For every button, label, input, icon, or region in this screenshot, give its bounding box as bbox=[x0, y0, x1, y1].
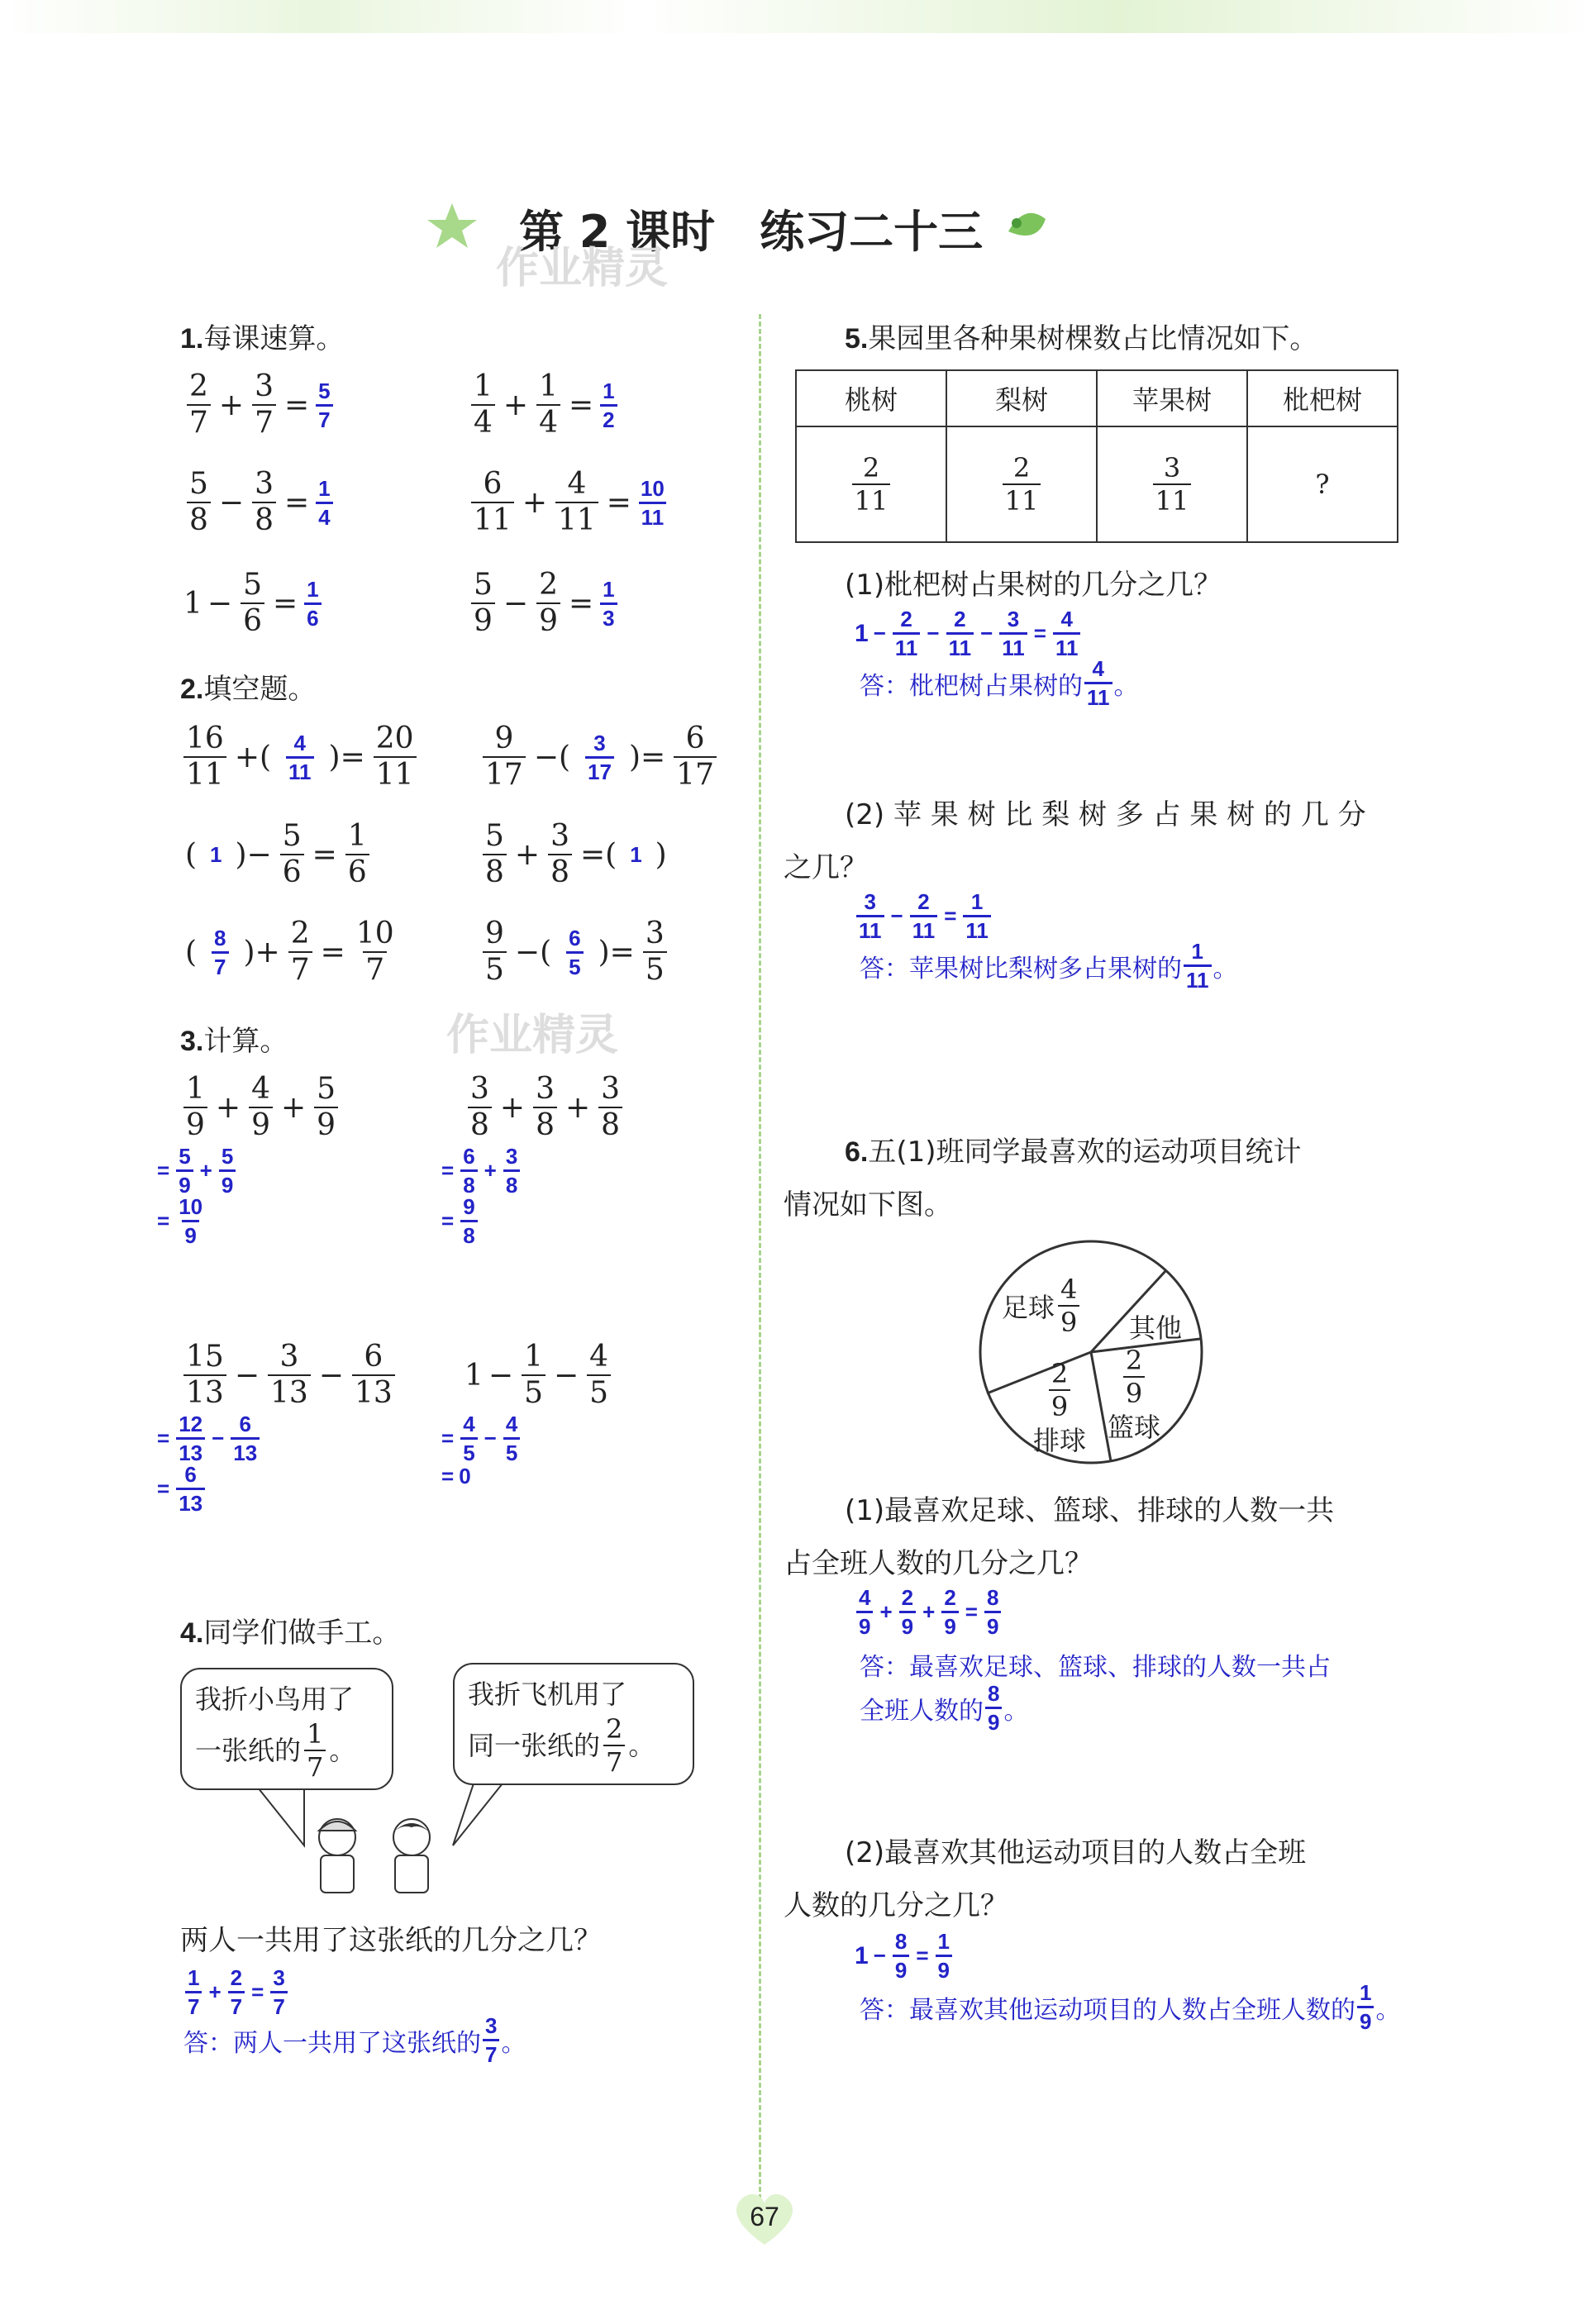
q5-heading: 5.果园里各种果树棵数占比情况如下。 bbox=[845, 322, 1318, 355]
q2-row2-right: $\frac{5}{8}$ + $\frac{3}{8}$ =( 1 ) bbox=[479, 821, 672, 888]
children-illustration bbox=[296, 1812, 461, 1903]
q2-row1-right: $\frac{9}{17}$ −( $\frac{3}{17}$ )= $\frac{6}{17}$ bbox=[479, 724, 720, 790]
q1-heading: 1.每课速算。 bbox=[180, 322, 345, 355]
orchard-table bbox=[795, 369, 1398, 543]
q6-sub2-question: (2)最喜欢其他运动项目的人数占全班 bbox=[845, 1836, 1307, 1869]
q5-sub1-answer: 答：枇杷树占果树的 $\frac{4}{11}$ 。 bbox=[860, 656, 1139, 710]
speech-bubble-bird: 我折小鸟用了 一张纸的 $\frac{1}{7}$ 。 bbox=[180, 1668, 393, 1790]
q1-item-1: $\frac{2}{7}$ + $\frac{3}{7}$ = $\frac{5}{7}$ bbox=[183, 372, 335, 438]
speech-bubble-plane: 我折飞机用了 同一张纸的 $\frac{2}{7}$ 。 bbox=[453, 1663, 694, 1785]
q6-sub1-work: $\frac{4}{9}$ + $\frac{2}{9}$ + $\frac{2}{9}$ = $\frac{8}{9}$ bbox=[855, 1587, 1003, 1637]
q3-calc-2: $\frac{3}{8}$ + $\frac{3}{8}$ + $\frac{3}{8}$ = $\frac{6}{8}$ + $\frac{3}{8}$ = $\frac{9}{8}$ bbox=[465, 1074, 626, 1246]
speech-bubbles bbox=[180, 1660, 709, 1907]
q6-sub1-question: (1)最喜欢足球、篮球、排球的人数一共 bbox=[845, 1494, 1335, 1527]
table-header: 苹果树 bbox=[1097, 370, 1247, 426]
q6-heading-cont: 情况如下图。 bbox=[784, 1188, 952, 1222]
q6-sub2-answer: 答：最喜欢其他运动项目的人数占全班人数的 $\frac{1}{9}$ 。 bbox=[860, 1980, 1401, 2034]
q3-calc-3: $\frac{15}{13}$ − $\frac{3}{13}$ − $\frac{6}{13}$ = $\frac{12}{13}$ − $\frac{6}{13}$ = $\frac{6}{13}$ bbox=[180, 1342, 398, 1514]
sports-pie-chart bbox=[975, 1236, 1207, 1468]
q2-heading: 2.填空题。 bbox=[180, 673, 317, 706]
q6-sub2-work: 1 − $\frac{8}{9}$ = $\frac{1}{9}$ bbox=[855, 1931, 954, 1981]
q4-heading: 4.同学们做手工。 bbox=[180, 1617, 401, 1650]
watermark: 作业精灵 bbox=[496, 244, 669, 293]
top-decoration bbox=[0, 0, 1596, 33]
pie-label-basketball: $\frac{2}{9}$ 篮球 bbox=[1108, 1345, 1161, 1443]
leaf-icon bbox=[1000, 198, 1058, 251]
q5-sub2-answer: 答：苹果树比梨树多占果树的 $\frac{1}{11}$ 。 bbox=[860, 939, 1238, 993]
watermark: 作业精灵 bbox=[446, 1011, 619, 1060]
pie-label-football: 足球 $\frac{4}{9}$ bbox=[1002, 1276, 1083, 1336]
column-divider bbox=[759, 314, 761, 2207]
q3-calc-4: 1 − $\frac{1}{5}$ − $\frac{4}{5}$ = $\frac{4}{5}$ − $\frac{4}{5}$ = 0 bbox=[465, 1342, 614, 1489]
q6-heading: 6.五(1)班同学最喜欢的运动项目统计 bbox=[845, 1136, 1302, 1169]
table-cell: ? bbox=[1247, 426, 1398, 542]
q6-sub1-answer: 答：最喜欢足球、篮球、排球的人数一共占 bbox=[860, 1653, 1331, 1682]
q1-item-2: $\frac{1}{4}$ + $\frac{1}{4}$ = $\frac{1}{2}$ bbox=[468, 372, 619, 438]
q4-answer: 答：两人一共用了这张纸的 $\frac{3}{7}$ 。 bbox=[183, 2013, 526, 2067]
table-header: 桃树 bbox=[796, 370, 946, 426]
q2-row1-left: $\frac{16}{11}$ +( $\frac{4}{11}$ )= $\frac{20}{11}$ bbox=[180, 724, 420, 790]
q6-sub1-answer-cont: 全班人数的 $\frac{8}{9}$ 。 bbox=[860, 1681, 1029, 1735]
q2-row2-left: ( 1 )− $\frac{5}{6}$ = $\frac{1}{6}$ bbox=[180, 821, 373, 888]
q5-sub1-question: (1)枇杷树占果树的几分之几？ bbox=[845, 569, 1222, 602]
table-cell: $\frac{2}{11}$ bbox=[796, 426, 946, 542]
page-title: 第 2 课时 练习二十三 bbox=[519, 206, 984, 258]
pie-label-volleyball: $\frac{2}{9}$ 排球 bbox=[1033, 1358, 1087, 1456]
q4-work: $\frac{1}{7}$ + $\frac{2}{7}$ = $\frac{3}{7}$ bbox=[183, 1967, 289, 2017]
table-header: 梨树 bbox=[946, 370, 1097, 426]
pie-label-other: 其他 bbox=[1129, 1312, 1183, 1344]
q2-row3-left: ( $\frac{8}{7}$ )+ $\frac{2}{7}$ = $\frac{10}{7}$ bbox=[185, 917, 394, 987]
q1-item-6: $\frac{5}{9}$ − $\frac{2}{9}$ = $\frac{1}{3}$ bbox=[468, 570, 619, 636]
q1-item-5: 1 − $\frac{5}{6}$ = $\frac{1}{6}$ bbox=[183, 570, 323, 636]
q3-calc-1: $\frac{1}{9}$ + $\frac{4}{9}$ + $\frac{5}{9}$ = $\frac{5}{9}$ + $\frac{5}{9}$ = $\frac{10}{9}$ bbox=[180, 1074, 341, 1246]
q2-row3-right: $\frac{9}{5}$ −( $\frac{6}{5}$ )= $\frac{3}{5}$ bbox=[479, 919, 670, 985]
table-cell: $\frac{3}{11}$ bbox=[1097, 426, 1247, 542]
page-number: 67 bbox=[750, 2202, 779, 2231]
q1-item-3: $\frac{5}{8}$ − $\frac{3}{8}$ = $\frac{1}{4}$ bbox=[183, 469, 335, 536]
q4-question: 两人一共用了这张纸的几分之几？ bbox=[180, 1924, 602, 1957]
q1-item-4: $\frac{6}{11}$ + $\frac{4}{11}$ = $\frac{10}{11}$ bbox=[468, 469, 669, 536]
q5-sub1-work: 1 − $\frac{2}{11}$ − $\frac{2}{11}$ − $\frac{3}{11}$ = $\frac{4}{11}$ bbox=[855, 608, 1082, 659]
table-header: 枇杷树 bbox=[1247, 370, 1398, 426]
q5-sub2-question-cont: 之几？ bbox=[784, 851, 868, 884]
q6-sub2-question-cont: 人数的几分之几？ bbox=[784, 1889, 1008, 1922]
q6-sub1-question-cont: 占全班人数的几分之几？ bbox=[784, 1547, 1093, 1580]
q3-heading: 3.计算。 bbox=[180, 1025, 288, 1058]
table-cell: $\frac{2}{11}$ bbox=[946, 426, 1097, 542]
star-icon bbox=[423, 200, 481, 253]
q5-sub2-question: (2) 苹 果 树 比 梨 树 多 占 果 树 的 几 分 bbox=[845, 798, 1366, 831]
q5-sub2-work: $\frac{3}{11}$ − $\frac{2}{11}$ = $\frac{1}{11}$ bbox=[855, 891, 993, 941]
